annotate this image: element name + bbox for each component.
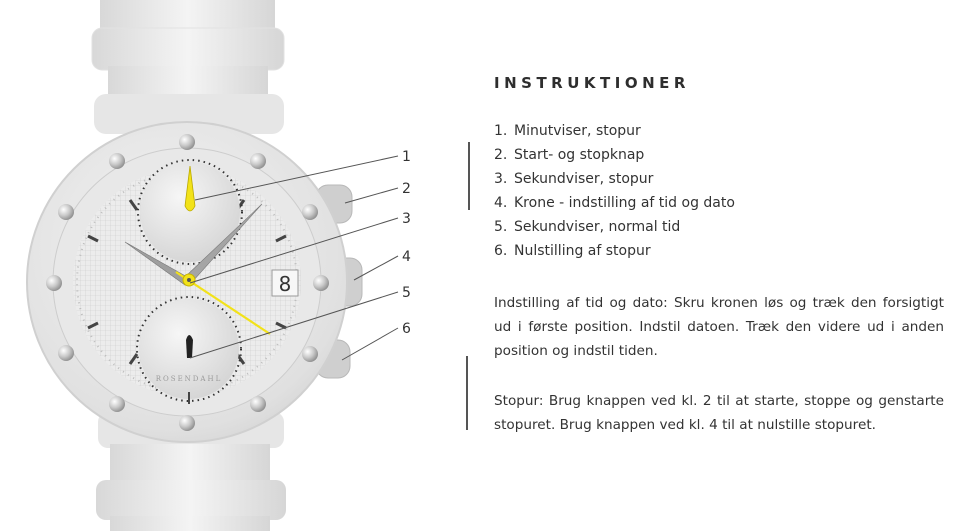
margin-mark (466, 356, 468, 430)
callout-numbers (402, 149, 411, 337)
callout-1: 1 (402, 149, 411, 165)
date-value: 8 (278, 272, 292, 296)
margin-mark (468, 142, 470, 210)
callout-4: 4 (402, 249, 411, 265)
callout-3: 3 (402, 211, 411, 227)
list-item: 3. Sekundviser, stopur (494, 171, 654, 187)
watch-diagram (0, 0, 440, 531)
brand-text: ROSENDAHL (155, 375, 223, 383)
callout-5: 5 (402, 285, 411, 301)
stopwatch-paragraph: Stopur: Brug knappen ved kl. 2 til at starte, stoppe og genstarte stopuret. Brug knappen ved kl. 4 til at nulstille stopuret. (494, 393, 944, 433)
strap-top (92, 0, 284, 134)
time-date-paragraph: Indstilling af tid og dato: Skru kronen løs og træk den forsigtigt ud i første position. Indstil datoen. Træk den videre ud i anden position og indstil tiden. (494, 295, 944, 359)
list-item: 1. Minutviser, stopur (494, 123, 641, 139)
callout-6: 6 (402, 321, 411, 337)
date-window (272, 270, 298, 296)
list-item: 2. Start- og stopknap (494, 147, 645, 163)
small-seconds-hand (186, 335, 193, 358)
instructions-heading: INSTRUKTIONER (494, 74, 690, 92)
instructions-list (494, 119, 944, 263)
list-item: 5. Sekundviser, normal tid (494, 219, 681, 235)
callout-2: 2 (402, 181, 411, 197)
list-item: 6. Nulstilling af stopur (494, 243, 651, 259)
list-item: 4. Krone - indstilling af tid og dato (494, 195, 735, 211)
instructions-panel (494, 74, 944, 437)
